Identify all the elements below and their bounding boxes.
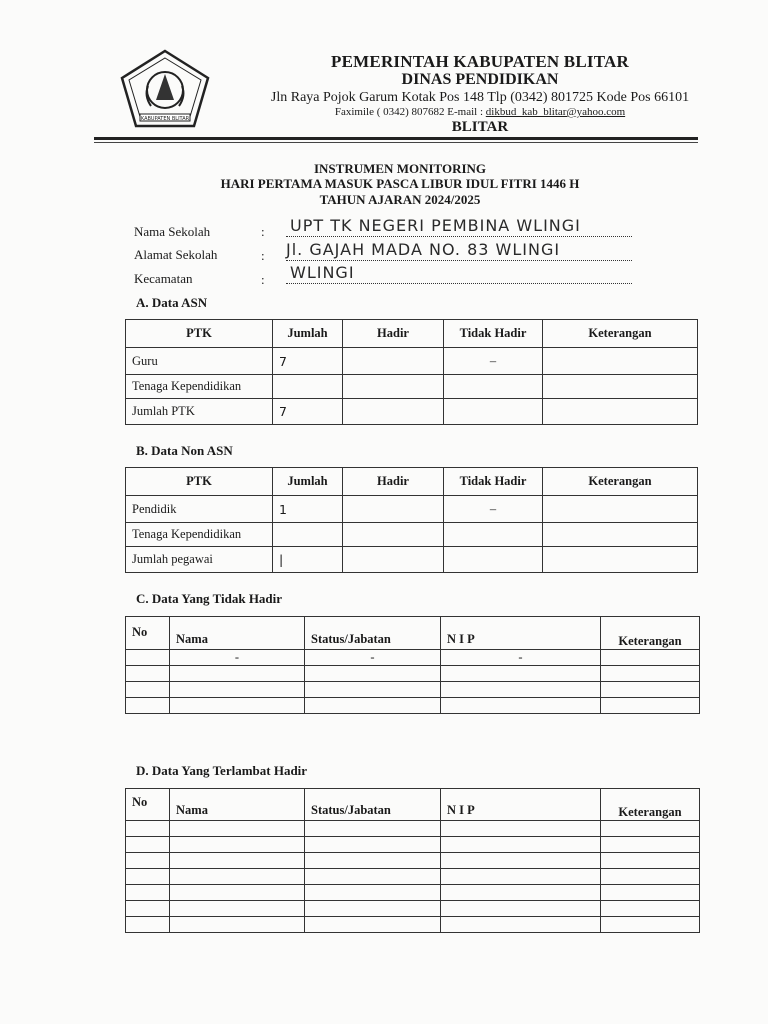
col-header-status-jabatan: Status/Jabatan — [305, 617, 441, 650]
table-row — [126, 650, 700, 666]
row-label: Jumlah pegawai — [126, 547, 273, 573]
logo-text: KABUPATEN BLITAR — [140, 116, 190, 122]
table-row — [126, 869, 700, 885]
jumlah-value: 7 — [273, 399, 343, 425]
dotted-line — [286, 260, 632, 261]
dotted-line — [286, 283, 632, 284]
nip-cell: - — [441, 650, 601, 666]
keterangan-value — [543, 496, 698, 523]
colon: : — [261, 272, 265, 287]
tidak-hadir-value — [444, 399, 543, 425]
asn-table — [125, 319, 698, 425]
col-header-nama: Nama — [170, 617, 305, 650]
tidak-hadir-value — [444, 375, 543, 399]
school-address-label: Alamat Sekolah — [134, 247, 218, 262]
tidak-hadir-value — [444, 547, 543, 573]
row-label: Tenaga Kependidikan — [126, 523, 273, 547]
jumlah-value: 7 — [273, 348, 343, 375]
hadir-value — [343, 375, 444, 399]
section-b-title: B. Data Non ASN — [136, 443, 233, 458]
table-row — [126, 348, 698, 375]
jumlah-value — [273, 523, 343, 547]
col-header-hadir: Hadir — [343, 320, 444, 348]
table-row — [126, 917, 700, 933]
tidak-hadir-value: – — [444, 348, 543, 375]
col-header-keterangan: Keterangan — [543, 468, 698, 496]
header-rule-thick — [94, 137, 698, 140]
district-label: Kecamatan — [134, 271, 193, 286]
school-address-value: Jl. GAJAH MADA NO. 83 WLINGI — [286, 240, 561, 259]
district-value: WLINGI — [290, 263, 355, 282]
letterhead-address: Jln Raya Pojok Garum Kotak Pos 148 Tlp (0342) 801725 Kode Pos 66101 — [270, 90, 690, 105]
col-header-keterangan: Keterangan — [601, 789, 700, 821]
doc-title-line2: HARI PERTAMA MASUK PASCA LIBUR IDUL FITRI 1446 H — [220, 176, 580, 191]
keterangan-value — [543, 348, 698, 375]
hadir-value — [343, 547, 444, 573]
letterhead-contact — [220, 106, 740, 118]
jumlah-value: | — [273, 547, 343, 573]
row-label: Tenaga Kependidikan — [126, 375, 273, 399]
table-row — [126, 496, 698, 523]
table-row — [126, 399, 698, 425]
col-header-jumlah: Jumlah — [273, 468, 343, 496]
col-header-ptk: PTK — [126, 468, 273, 496]
col-header-tidak-hadir: Tidak Hadir — [444, 320, 543, 348]
absent-table — [125, 616, 700, 714]
school-name-value: UPT TK NEGERI PEMBINA WLINGI — [290, 216, 581, 235]
keterangan-value — [543, 523, 698, 547]
col-header-keterangan: Keterangan — [601, 617, 700, 650]
table-row — [126, 698, 700, 714]
letterhead-fax: Faximile ( 0342) 807682 E-mail : — [334, 106, 486, 118]
table-row — [126, 837, 700, 853]
hadir-value — [343, 523, 444, 547]
keterangan-value — [543, 375, 698, 399]
jumlah-value: 1 — [273, 496, 343, 523]
letterhead-city: BLITAR — [451, 119, 509, 135]
row-label: Guru — [126, 348, 273, 375]
hadir-value — [343, 399, 444, 425]
jumlah-value — [273, 375, 343, 399]
keterangan-cell — [601, 650, 700, 666]
letterhead-government: PEMERINTAH KABUPATEN BLITAR — [331, 52, 629, 71]
doc-title-line1: INSTRUMEN MONITORING — [313, 161, 487, 176]
table-row — [126, 821, 700, 837]
col-header-tidak-hadir: Tidak Hadir — [444, 468, 543, 496]
col-header-status-jabatan: Status/Jabatan — [305, 789, 441, 821]
hadir-value — [343, 348, 444, 375]
table-row — [126, 901, 700, 917]
colon: : — [261, 248, 265, 263]
table-row — [126, 682, 700, 698]
tidak-hadir-value: – — [444, 496, 543, 523]
table-row — [126, 523, 698, 547]
table-row — [126, 885, 700, 901]
table-row — [126, 375, 698, 399]
col-header-jumlah: Jumlah — [273, 320, 343, 348]
table-row — [126, 666, 700, 682]
late-table — [125, 788, 700, 933]
row-label: Pendidik — [126, 496, 273, 523]
col-header-nip: N I P — [441, 789, 601, 821]
col-header-nip: N I P — [441, 617, 601, 650]
keterangan-value — [543, 399, 698, 425]
section-c-title: C. Data Yang Tidak Hadir — [136, 591, 283, 606]
keterangan-value — [543, 547, 698, 573]
col-header-ptk: PTK — [126, 320, 273, 348]
tidak-hadir-value — [444, 523, 543, 547]
col-header-no: No — [126, 617, 170, 650]
school-name-label: Nama Sekolah — [134, 224, 211, 239]
row-label: Jumlah PTK — [126, 399, 273, 425]
regency-emblem-logo — [118, 48, 212, 130]
nama-cell: - — [170, 650, 305, 666]
header-rule-thin — [94, 142, 698, 143]
table-row — [126, 547, 698, 573]
section-d-title: D. Data Yang Terlambat Hadir — [136, 763, 308, 778]
col-header-keterangan: Keterangan — [543, 320, 698, 348]
col-header-hadir: Hadir — [343, 468, 444, 496]
dotted-line — [286, 236, 632, 237]
letterhead-agency: DINAS PENDIDIKAN — [401, 71, 559, 88]
hadir-value — [343, 496, 444, 523]
non-asn-table — [125, 467, 698, 573]
col-header-nama: Nama — [170, 789, 305, 821]
no-cell — [126, 650, 170, 666]
letterhead-email: dikbud_kab_blitar@yahoo.com — [485, 106, 626, 118]
doc-title-line3: TAHUN AJARAN 2024/2025 — [319, 192, 481, 207]
colon: : — [261, 224, 265, 239]
section-a-title: A. Data ASN — [136, 295, 208, 310]
status-cell: - — [305, 650, 441, 666]
table-row — [126, 853, 700, 869]
col-header-no: No — [126, 789, 170, 821]
